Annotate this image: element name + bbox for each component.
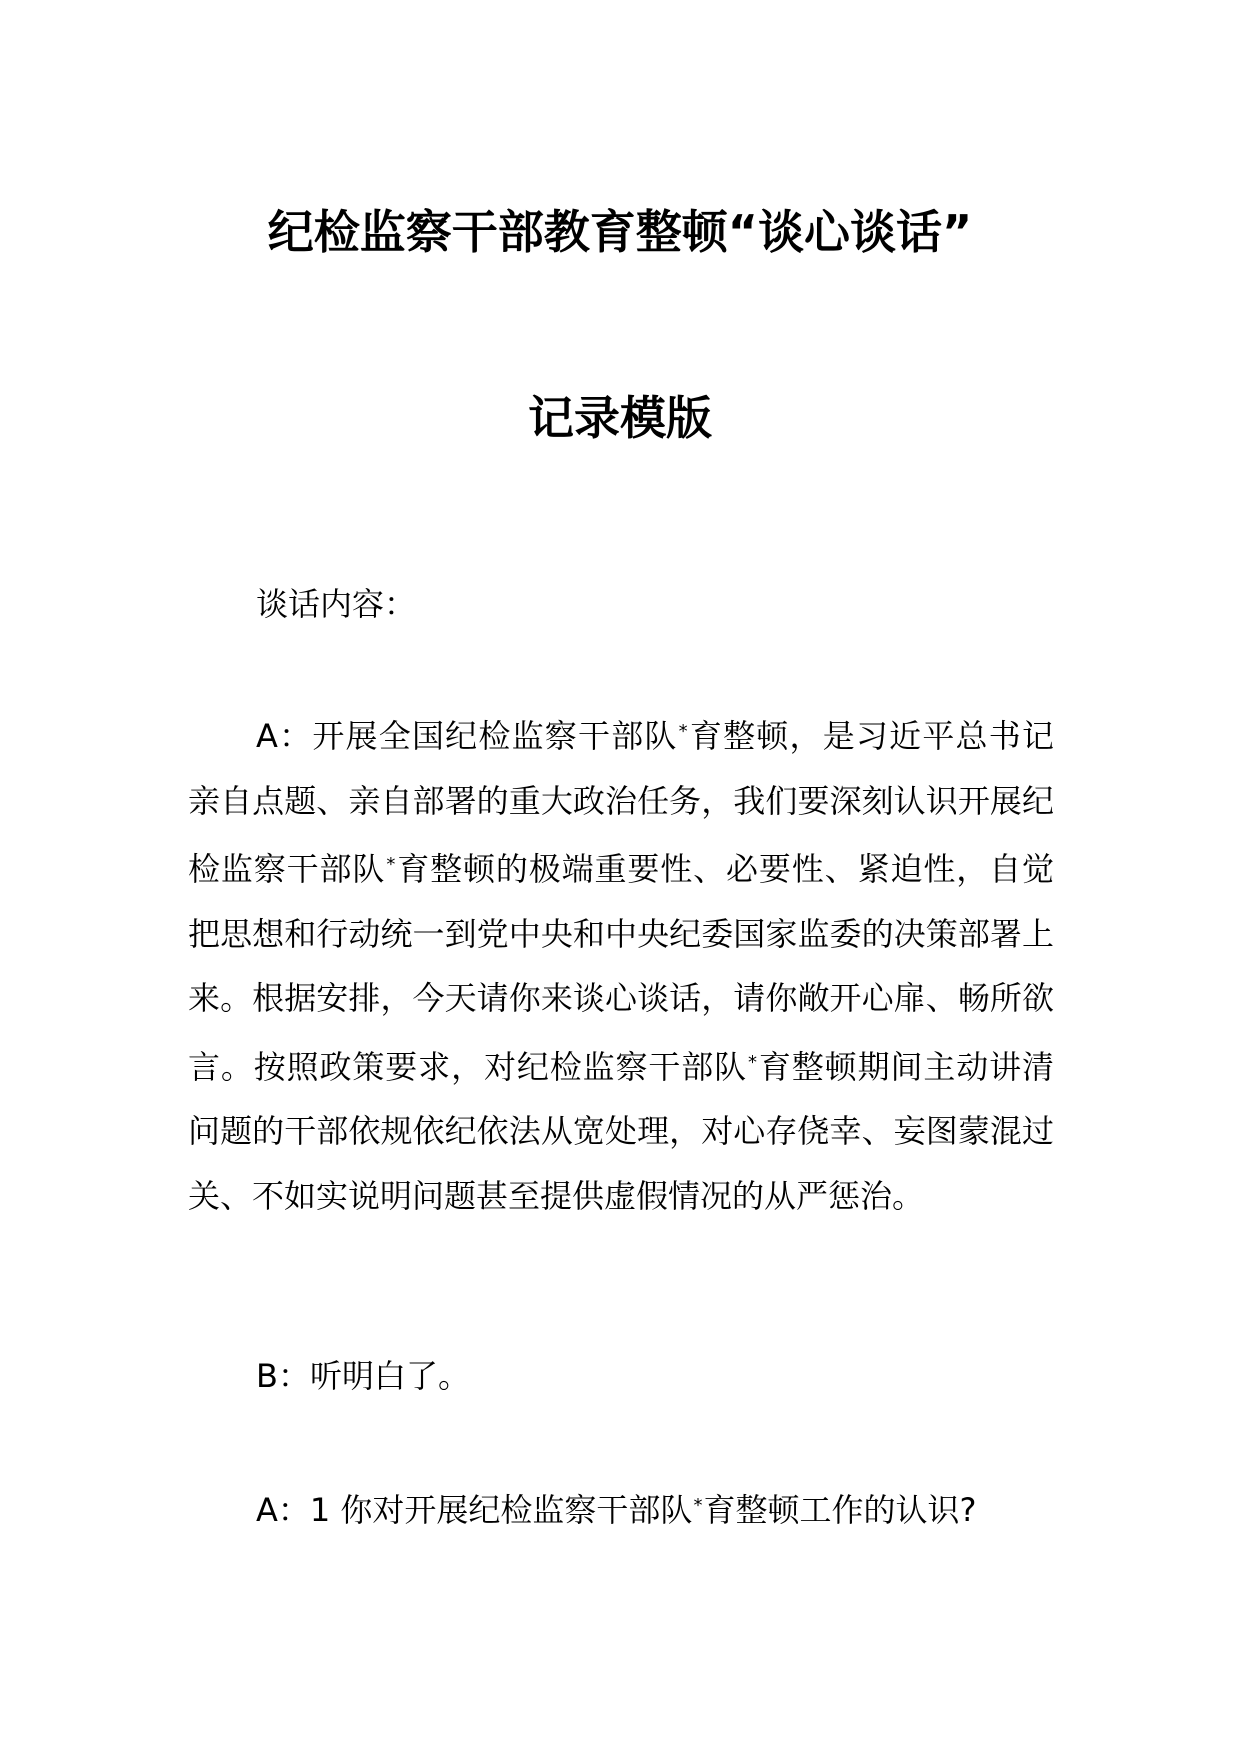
paragraph-text: A：开展全国纪检监察干部队	[256, 717, 678, 755]
paragraph-a-question-1	[188, 1474, 1054, 1543]
paragraph-b-reply	[188, 1344, 1054, 1409]
section-label	[188, 572, 1054, 637]
paragraph-text: A：1 你对开展纪检监察干部队	[256, 1491, 693, 1529]
paragraph-text: 育整顿的极端重要性、必要性、紧迫性，自觉把思想和行动统一到党中央和中央纪委国家监委的决策部署上来。根据安排，今天请你来谈心谈话，请你敞开心扉、畅所欲言。按照政策要求，对纪检监察干部队	[188, 850, 1054, 1086]
paragraph-text: 育整顿工作的认识?	[703, 1491, 977, 1529]
document-title-line-1: 纪检监察干部教育整顿“谈心谈话”	[267, 205, 973, 259]
paragraph-text: 育整顿期间主动讲清问题的干部依规依纪依法从宽处理，对心存侥幸、妄图蒙混过关、不如实说明问题甚至提供虚假情况的从严惩治。	[188, 1047, 1054, 1215]
redaction-mark: *	[386, 854, 396, 875]
paragraph-text: B：听明白了。	[256, 1357, 470, 1395]
section-label-text: 谈话内容：	[256, 585, 417, 623]
paragraph-text: 育整顿，是习近平总书记亲自点题、亲自部署的重大政治任务，我们要深刻认识开展纪检监察干部队	[188, 717, 1054, 888]
redaction-mark: *	[678, 721, 688, 742]
redaction-mark: *	[748, 1051, 758, 1073]
document-title-line-2: 记录模版	[528, 391, 712, 445]
paragraph-a-intro	[188, 700, 1054, 1228]
redaction-mark: *	[693, 1495, 703, 1516]
